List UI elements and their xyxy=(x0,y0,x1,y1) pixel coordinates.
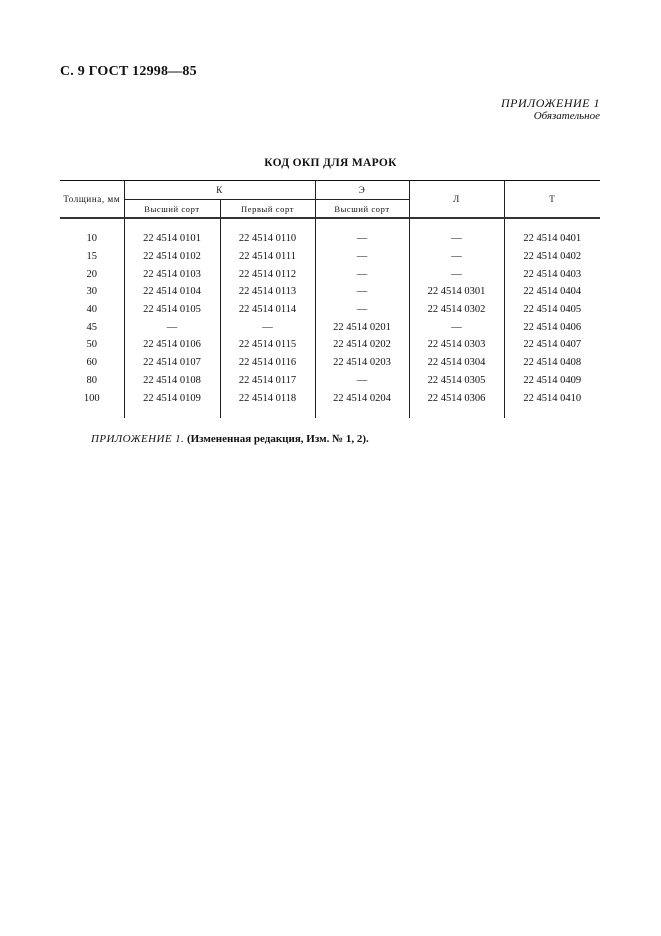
k-first-grade-cell: 22 4514 0114 xyxy=(220,301,315,319)
table-title: КОД ОКП ДЛЯ МАРОК xyxy=(264,157,397,169)
table-tail-row xyxy=(60,407,600,418)
table-row xyxy=(60,354,600,372)
group-header-e: Э xyxy=(315,181,409,200)
t-cell: 22 4514 0405 xyxy=(504,301,600,319)
page-header: С. 9 ГОСТ 12998—85 xyxy=(60,64,197,79)
e-top-grade-cell: — xyxy=(315,230,409,248)
e-top-grade-cell: 22 4514 0201 xyxy=(315,318,409,336)
group-header-k: К xyxy=(124,181,315,200)
thickness-cell: 20 xyxy=(86,268,97,280)
subheader-k-top-grade: Высший сорт xyxy=(124,200,220,219)
k-top-grade-cell: 22 4514 0107 xyxy=(124,354,220,372)
t-cell: 22 4514 0408 xyxy=(504,354,600,372)
k-top-grade-cell: 22 4514 0104 xyxy=(124,283,220,301)
t-cell: 22 4514 0401 xyxy=(504,230,600,248)
e-top-grade-cell: — xyxy=(315,265,409,283)
thickness-cell: 15 xyxy=(86,251,97,263)
l-cell: 22 4514 0303 xyxy=(409,336,504,354)
appendix-title: ПРИЛОЖЕНИЕ 1 xyxy=(501,96,600,110)
thickness-cell: 80 xyxy=(86,374,97,386)
thickness-cell: 45 xyxy=(86,321,97,333)
e-top-grade-cell: — xyxy=(315,283,409,301)
e-top-grade-cell: 22 4514 0204 xyxy=(315,389,409,407)
k-top-grade-cell: 22 4514 0108 xyxy=(124,372,220,390)
k-first-grade-cell: 22 4514 0111 xyxy=(220,248,315,266)
e-top-grade-cell: — xyxy=(315,248,409,266)
thickness-cell: 40 xyxy=(86,304,97,316)
subheader-e-top-grade: Высший сорт xyxy=(315,200,409,219)
table-row xyxy=(60,230,600,248)
thickness-cell: 60 xyxy=(86,357,97,369)
t-cell: 22 4514 0402 xyxy=(504,248,600,266)
k-first-grade-cell: 22 4514 0110 xyxy=(220,230,315,248)
k-top-grade-cell: — xyxy=(124,318,220,336)
k-first-grade-cell: 22 4514 0112 xyxy=(220,265,315,283)
group-header-l: Л xyxy=(409,181,504,219)
k-top-grade-cell: 22 4514 0109 xyxy=(124,389,220,407)
k-top-grade-cell: 22 4514 0102 xyxy=(124,248,220,266)
table-row xyxy=(60,318,600,336)
l-cell: 22 4514 0302 xyxy=(409,301,504,319)
l-cell: 22 4514 0301 xyxy=(409,283,504,301)
l-cell: — xyxy=(409,318,504,336)
thickness-header: Толщина, мм xyxy=(60,181,124,219)
l-cell: 22 4514 0304 xyxy=(409,354,504,372)
thickness-cell: 10 xyxy=(86,233,97,245)
l-cell: 22 4514 0305 xyxy=(409,372,504,390)
table-spacer-row xyxy=(60,218,600,230)
k-first-grade-cell: 22 4514 0118 xyxy=(220,389,315,407)
t-cell: 22 4514 0403 xyxy=(504,265,600,283)
e-top-grade-cell: 22 4514 0203 xyxy=(315,354,409,372)
appendix-label xyxy=(501,97,600,123)
e-top-grade-cell: — xyxy=(315,301,409,319)
table-row xyxy=(60,248,600,266)
group-header-t: Т xyxy=(504,181,600,219)
t-cell: 22 4514 0406 xyxy=(504,318,600,336)
k-first-grade-cell: 22 4514 0116 xyxy=(220,354,315,372)
thickness-cell: 50 xyxy=(86,339,97,351)
l-cell: — xyxy=(409,230,504,248)
k-first-grade-cell: 22 4514 0117 xyxy=(220,372,315,390)
t-cell: 22 4514 0410 xyxy=(504,389,600,407)
appendix-status: Обязательное xyxy=(533,110,600,122)
k-top-grade-cell: 22 4514 0101 xyxy=(124,230,220,248)
table-row xyxy=(60,265,600,283)
thickness-cell: 30 xyxy=(86,286,97,298)
l-cell: — xyxy=(409,265,504,283)
k-top-grade-cell: 22 4514 0106 xyxy=(124,336,220,354)
footnote-lead: ПРИЛОЖЕНИЕ 1. xyxy=(91,433,185,445)
table-row xyxy=(60,336,600,354)
l-cell: — xyxy=(409,248,504,266)
okp-code-table xyxy=(60,180,600,418)
e-top-grade-cell: — xyxy=(315,372,409,390)
k-first-grade-cell: 22 4514 0115 xyxy=(220,336,315,354)
footnote-text: (Измененная редакция, Изм. № 1, 2). xyxy=(186,433,369,445)
k-first-grade-cell: — xyxy=(220,318,315,336)
subheader-k-first-grade: Первый сорт xyxy=(220,200,315,219)
footnote xyxy=(91,433,369,445)
t-cell: 22 4514 0407 xyxy=(504,336,600,354)
table-row xyxy=(60,283,600,301)
k-top-grade-cell: 22 4514 0103 xyxy=(124,265,220,283)
l-cell: 22 4514 0306 xyxy=(409,389,504,407)
k-first-grade-cell: 22 4514 0113 xyxy=(220,283,315,301)
table-row xyxy=(60,389,600,407)
thickness-cell: 100 xyxy=(83,392,100,404)
t-cell: 22 4514 0409 xyxy=(504,372,600,390)
table-row xyxy=(60,372,600,390)
e-top-grade-cell: 22 4514 0202 xyxy=(315,336,409,354)
k-top-grade-cell: 22 4514 0105 xyxy=(124,301,220,319)
table-row xyxy=(60,301,600,319)
t-cell: 22 4514 0404 xyxy=(504,283,600,301)
